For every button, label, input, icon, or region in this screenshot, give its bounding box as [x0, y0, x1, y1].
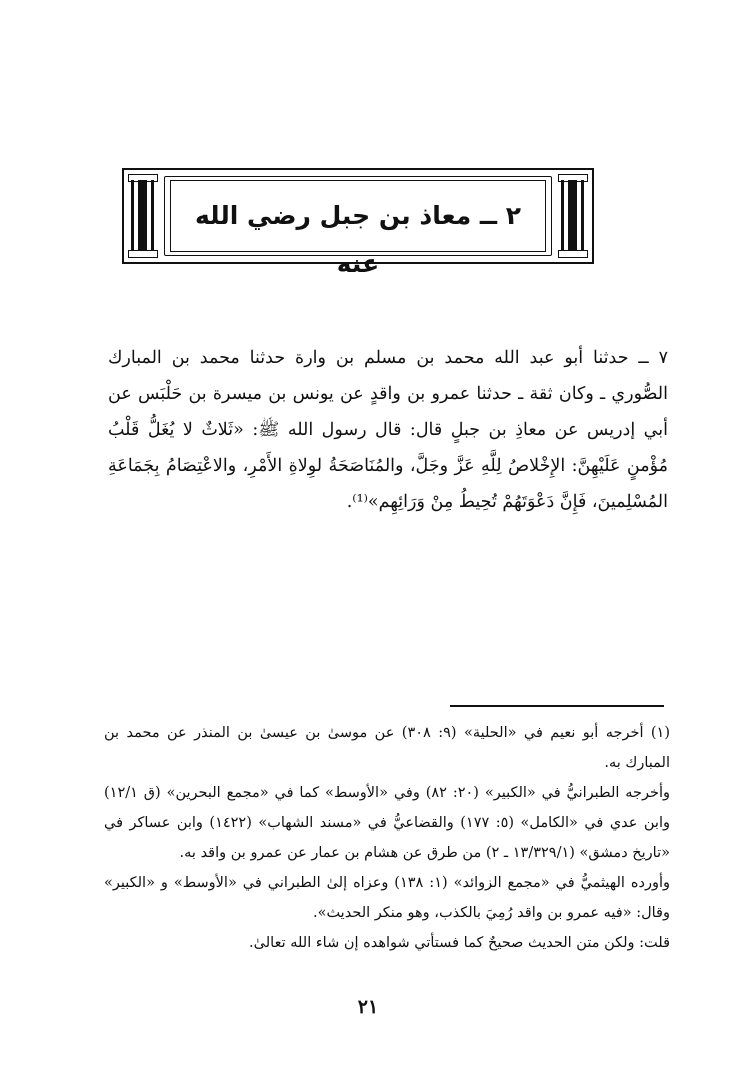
- footnote-1: (١) أخرجه أبو نعيم في «الحلية» (٩: ٣٠٨) عن موسىٰ بن عيسىٰ بن المنذر عن محمد بن المبارك به.: [104, 725, 671, 771]
- hadith-text: ٧ ــ حدثنا أبو عبد الله محمد بن مسلم بن وارة حدثنا محمد بن المبارك الصُّوري ـ وكان ثقة ـ حدثنا عمرو بن واقدٍ عن يونس بن ميسرة بن حَلْبَس عن أبي إدريس عن معاذِ بن جبلٍ قال: قال رسول الله ﷺ: «ثَلاثٌ لا يُغَلُّ قَلْبُ مُؤْمنٍ عَلَيْهِنَّ: الإِخْلاصُ لِلَّهِ عَزَّ وجَلَّ، والمُنَاصَحَةُ لوِلاةِ الأَمْرِ، والاعْتِصَامُ بِجَمَاعَةِ المُسْلِمينَ، فَإِنَّ دَعْوَتَهُمْ تُحِيطُ مِنْ وَرَائِهِم»⁽¹⁾.: [108, 348, 668, 512]
- chapter-title-frame: [122, 168, 594, 278]
- footnote-4: قلت: ولكن متن الحديث صحيحٌ كما فستأتي شواهده إن شاء الله تعالىٰ.: [249, 935, 670, 951]
- footnote-2: وأخرجه الطبرانيُّ في «الكبير» (٢٠: ٨٢) وفي «الأوسط» كما في «مجمع البحرين» (ق ١٢/١) وابن عدي في «الكامل» (٥: ١٧٧) والقضاعيُّ في «مسند الشهاب» (١٤٢٢) وابن عساكر في «تاريخ دمشق» (١٣/٣٢٩/١ ـ ٢) من طرق عن هشام بن عمار عن عمرو بن واقد به.: [104, 785, 670, 861]
- chapter-title: ٢ ــ معاذ بن جبل رضي الله عنه: [195, 201, 521, 278]
- page-number: ٢١: [357, 996, 379, 1018]
- footnotes: [104, 718, 670, 958]
- footnote-separator: [450, 705, 664, 707]
- scroll-roll-left-ornament: [128, 174, 158, 258]
- scroll-roll-right-ornament: [558, 174, 588, 258]
- footnote-3: وأورده الهيثميُّ في «مجمع الزوائد» (١: ١٣٨) وعزاه إلىٰ الطبراني في «الأوسط» و «الكبير» وقال: «فيه عمرو بن واقد رُمِيَ بالكذب، وهو منكر الحديث».: [104, 875, 670, 921]
